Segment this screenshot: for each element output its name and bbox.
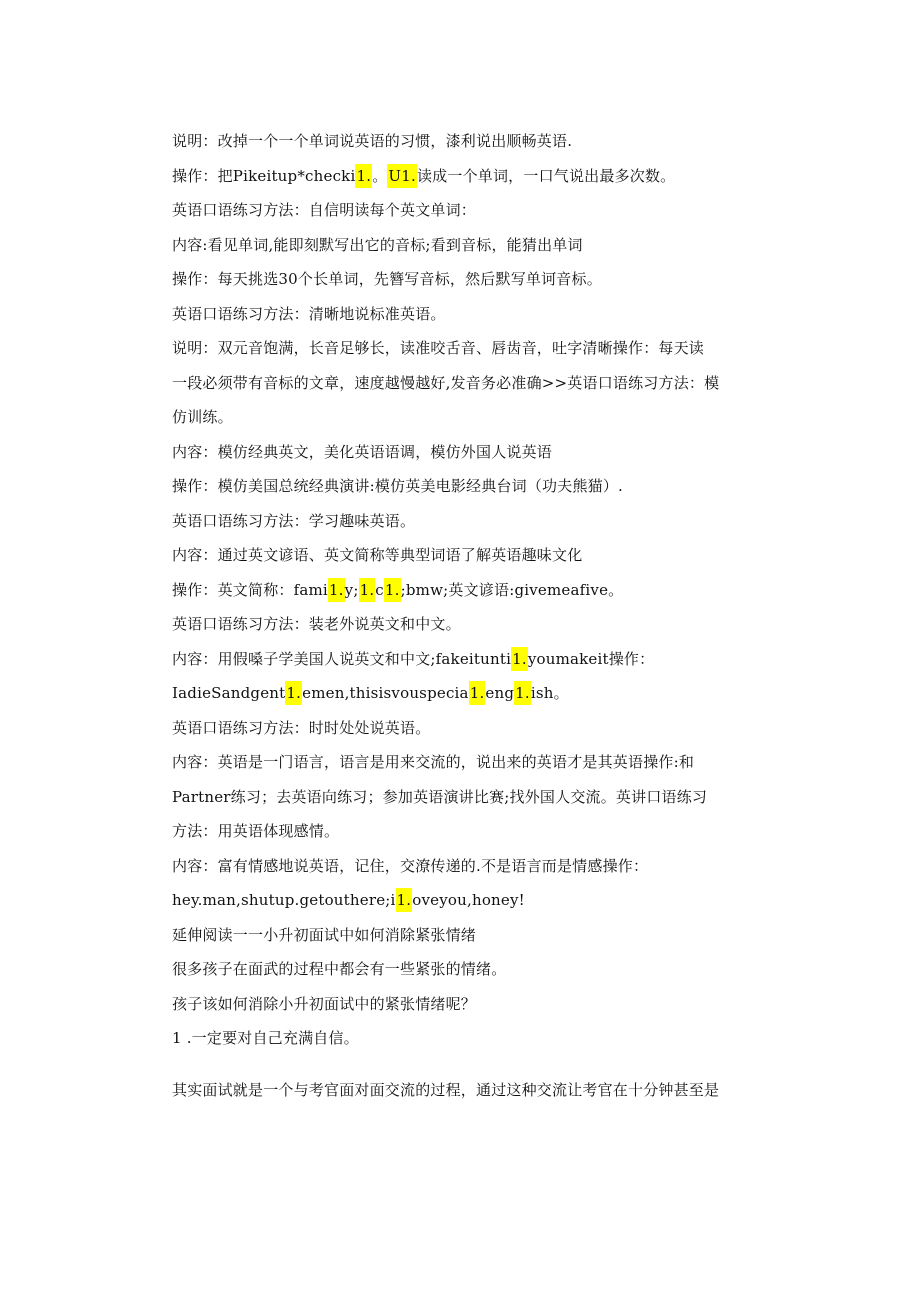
highlighted-text: U1. [387, 164, 417, 188]
text-segment: oveyou,honey! [412, 891, 525, 909]
text-segment: 其实面试就是一个与考官面对面交流的过程，通过这种交流让考官在十分钟甚至是 [172, 1080, 720, 1099]
text-line [172, 331, 792, 366]
text-line [172, 366, 792, 401]
text-line [172, 228, 792, 263]
text-line [172, 952, 792, 987]
text-segment: 孩子该如何消除小升初面试中的紧张情绪呢？ [172, 994, 477, 1013]
text-segment: 延伸阅读一一小升初面试中如何消除紧张情绪 [172, 925, 477, 944]
text-segment: youmakeit操作： [527, 649, 655, 668]
text-line [172, 642, 792, 677]
text-segment: 内容：英语是一门语言，语言是用来交流的，说出来的英语才是其英语操作:和 [172, 753, 695, 771]
text-segment: y; [344, 580, 359, 599]
paragraph-gap [172, 1056, 792, 1073]
text-segment: ;bmw;英文谚语:givemeafive。 [400, 580, 624, 599]
text-line [172, 504, 792, 539]
text-segment: 英语口语练习方法：时时处处说英语。 [172, 718, 431, 737]
highlighted-text: 1. [469, 681, 486, 705]
text-line [172, 573, 792, 608]
text-segment: IadieSandgent [172, 684, 286, 702]
text-segment: 说明：双元音饱满，长音足够长，读准咬舌音、唇齿音，吐字清晰操作：每天读 [172, 339, 705, 357]
text-segment: 英语口语练习方法：自信明读每个英文单词： [172, 201, 477, 219]
text-segment: c [375, 580, 384, 599]
highlighted-text: 1. [384, 578, 401, 602]
text-line [172, 400, 792, 435]
text-segment: 1 .一定要对自己充满自信。 [172, 1029, 359, 1047]
text-segment: 内容：通过英文谚语、英文简称等典型词语了解英语趣味文化 [172, 546, 583, 564]
text-segment: Partner练习；去英语向练习；参加英语演讲比赛;找外国人交流。英讲口语练习 [172, 787, 708, 806]
text-segment: ish。 [530, 684, 569, 702]
text-line [172, 676, 792, 711]
highlighted-text: 1. [359, 578, 376, 602]
text-segment: 英语口语练习方法：学习趣味英语。 [172, 511, 416, 530]
text-segment: 说明：改掉一个一个单词说英语的习惯，漆利说出顺畅英语. [172, 132, 573, 150]
text-segment: 操作：把Pikeitup*checki [172, 166, 356, 185]
highlighted-text: 1. [396, 888, 413, 912]
text-segment: 英语口语练习方法：装老外说英文和中文。 [172, 615, 461, 633]
text-segment: emen,thisisvouspecia [302, 684, 469, 702]
text-segment: 内容：富有情感地说英语，记住，交潦传递的.不是语言而是情感操作： [172, 856, 649, 875]
text-line [172, 297, 792, 332]
text-line [172, 711, 792, 746]
text-line [172, 987, 792, 1022]
text-segment: 读成一个单词，一口气说出最多次数。 [416, 166, 676, 185]
text-segment: 内容：模仿经典英文，美化英语语调，模仿外国人说英语 [172, 442, 553, 461]
text-segment: 内容:看见单词,能即刻默写出它的音标;看到音标，能猜出单词 [172, 235, 583, 254]
text-line [172, 607, 792, 642]
text-line [172, 193, 792, 228]
highlighted-text: 1. [355, 164, 372, 188]
text-line [172, 883, 792, 918]
text-line [172, 780, 792, 815]
text-line [172, 1021, 792, 1056]
text-line [172, 745, 792, 780]
highlighted-text: 1. [328, 578, 345, 602]
text-segment: 一段必须带有音标的文章，速度越慢越好,发音务必准确>>英语口语练习方法：模 [172, 373, 720, 392]
text-line [172, 435, 792, 470]
document-body [172, 124, 792, 1107]
text-segment: 仿训练。 [172, 408, 233, 426]
text-line [172, 538, 792, 573]
text-line [172, 262, 792, 297]
text-segment: eng [485, 684, 515, 702]
highlighted-text: 1. [285, 681, 302, 705]
text-segment: 操作：每天挑选30个长单词，先簪写音标，然后默写单诃音标。 [172, 270, 602, 288]
text-line [172, 1073, 792, 1108]
text-line [172, 469, 792, 504]
text-segment: hey.man,shutup.getouthere;i [172, 891, 396, 909]
text-segment: 内容：用假嗓子学美国人说英文和中文;fakeituntі [172, 649, 512, 668]
text-line [172, 124, 792, 159]
text-line [172, 159, 792, 194]
highlighted-text: 1. [511, 647, 528, 671]
text-segment: 。 [372, 166, 388, 185]
text-line [172, 918, 792, 953]
text-segment: 方法：用英语体现感情。 [172, 822, 340, 840]
highlighted-text: 1. [514, 681, 531, 705]
text-line [172, 849, 792, 884]
text-line [172, 814, 792, 849]
text-segment: 英语口语练习方法：清晰地说标准英语。 [172, 304, 446, 323]
text-segment: 很多孩子在面武的过程中都会有一些紧张的情绪。 [172, 960, 507, 978]
text-segment: 操作：模仿美国总统经典演讲:模仿英美电影经典台词（功夫熊猫）. [172, 477, 624, 495]
text-segment: 操作：英文简称：fami [172, 580, 328, 599]
